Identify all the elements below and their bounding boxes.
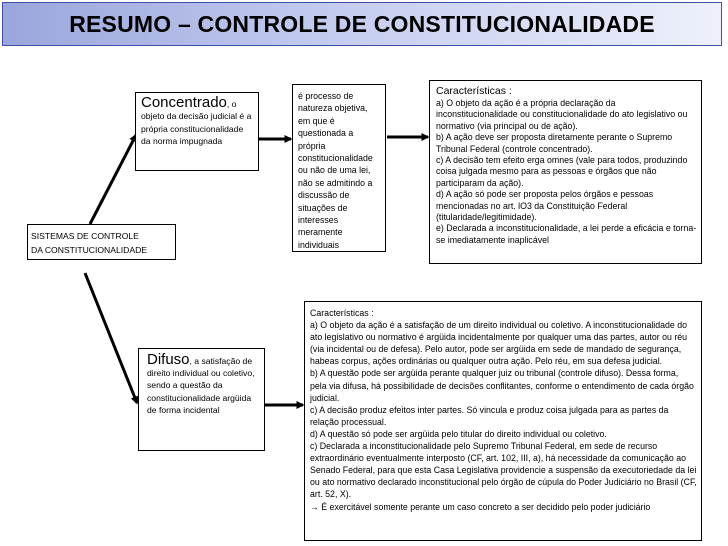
concentrado-text: , o objeto da decisão judicial é a própria constitucionalidade da norma impugnada [141,99,252,147]
concentrado-box [135,92,259,171]
caracteristicas-concentrado-item-c: c) A decisão tem efeito erga omnes (vale para todos, produzindo coisa julgada mesmo para as pessoas e órgãos que não participaram da ação). [436,155,688,188]
caracteristicas-difuso-item-a: a) O objeto da ação é a satisfação de um direito individual ou coletivo. A inconstitucionalidade do ato legislativo ou normativo é argüida incidentalmente por qualquer uma das partes, autor ou réu (via incidental ou de defesa). Pelo autor, pode ser argüida em sede de mandado de segurança, habeas corpus, ações ordinárias ou qualquer outra ação. Pelo réu, em sua defesa judicial. [310,320,688,367]
caracteristicas-concentrado-item-e: e) Declarada a inconstitucionalidade, a lei perde a eficácia e torna-se imediatamente inaplicável [436,223,697,245]
concentrado-heading: Concentrado [141,94,227,111]
caracteristicas-difuso-heading: Características : [310,308,374,318]
root-box [27,224,176,260]
processo-box [292,84,386,252]
arrow-to-concentrado [90,135,136,224]
difuso-box [138,348,265,451]
caracteristicas-difuso-note: → É exercitável somente perante um caso concreto a ser decidido pelo poder judiciário [310,501,651,512]
difuso-heading: Difuso [147,351,190,368]
caracteristicas-concentrado-item-b: b) A ação deve ser proposta diretamente perante o Supremo Tribunal Federal (controle concentrado). [436,132,673,154]
caracteristicas-difuso-box [304,301,702,541]
caracteristicas-concentrado-box [429,80,702,264]
difuso-text: , a satisfação de direito individual ou coletivo, sendo a questão da constitucionalidade argüida de forma incidental [147,356,255,415]
caracteristicas-difuso-item-c2: c) Declarada a inconstitucionalidade pelo Supremo Tribunal Federal, em sede de recurso extraordinário eventualmente interposto (CF, art. 102, III, a), há necessidade da comunicação ao Senado Federal, para que esta Casa Legislativa providencie a suspensão da executoriedade da lei ou ato normativo declarado inconstitucional pelo órgão de cúpula do Poder Judiciário no Brasil (CF, art. 52, X). [310,441,697,500]
root-line-2: DA CONSTITUCIONALIDADE [31,245,148,255]
caracteristicas-concentrado-item-d: d) A ação só pode ser proposta pelos órgãos e pessoas mencionadas no art. lO3 da Constituição Federal (titularidade/legitimidade). [436,189,654,223]
arrow-to-difuso [85,273,137,403]
page-title: RESUMO – CONTROLE DE CONSTITUCIONALIDADE [69,10,655,37]
caracteristicas-difuso-item-c: c) A decisão produz efeitos inter partes. Só vincula e produz coisa julgada para as partes da relação processual. [310,404,669,427]
caracteristicas-difuso-item-d: d) A questão só pode ser argüida pelo titular do direito individual ou coletivo. [310,428,607,439]
caracteristicas-difuso-item-b: b) A questão pode ser argüida perante qualquer juiz ou tribunal (controle difuso). Dessa forma, pela via difusa, há possibilidade de decisões conflitantes, conforme o entendimento de cada órgão judicial. [310,368,694,403]
caracteristicas-concentrado-item-a: a) O objeto da ação é a própria declaração da inconstitucionalidade ou constitucionalidade do ato legislativo ou normativo (via principal ou de ação). [436,98,688,131]
processo-text: é processo de natureza objetiva, em que é questionada a própria constitucionalidade ou não de uma lei, não se admitindo a discussão de situações de interesses meramente individuais [298,91,373,250]
root-line-1: SISTEMAS DE CONTROLE [31,231,139,241]
caracteristicas-concentrado-heading: Características : [436,85,512,97]
